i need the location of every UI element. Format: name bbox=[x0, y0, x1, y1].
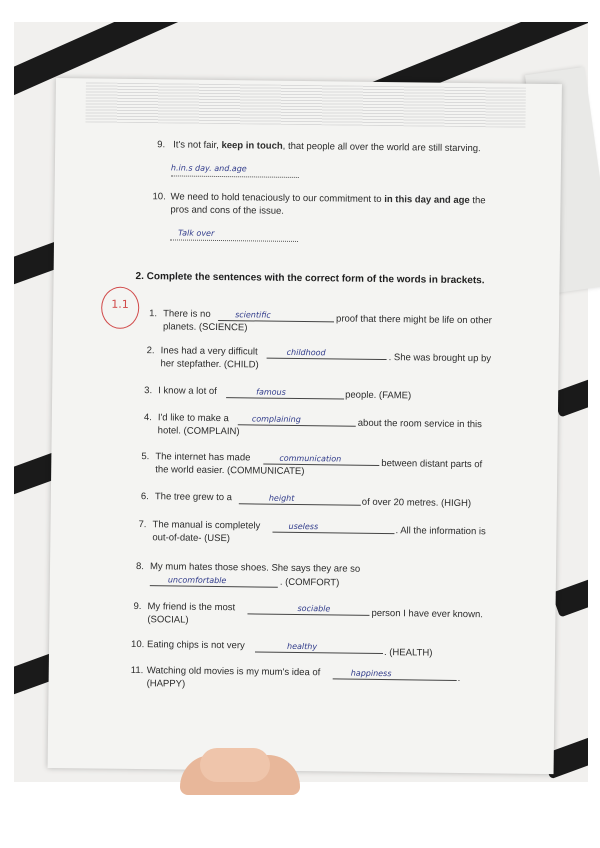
item-11-pre: Watching old movies is my mum's idea of bbox=[146, 665, 321, 679]
item-4-line2: hotel. (COMPLAIN) bbox=[157, 425, 240, 438]
item-9-post: person I have ever known. bbox=[371, 607, 483, 621]
item-11-blank bbox=[333, 678, 457, 681]
item-1-answer: scientific bbox=[235, 310, 271, 320]
item-7-post: . All the information is bbox=[395, 525, 486, 538]
holding-thumb bbox=[200, 748, 270, 782]
item-11-line2: (HAPPY) bbox=[146, 678, 186, 690]
item-3-post: people. (FAME) bbox=[345, 389, 412, 402]
item-1-number: 1. bbox=[149, 308, 158, 320]
item-2-number: 2. bbox=[146, 345, 155, 357]
item-11-post: . bbox=[457, 672, 461, 684]
exercise-2-heading: 2. Complete the sentences with the correct form of the words in brackets. bbox=[135, 270, 485, 287]
item-3-answer: famous bbox=[256, 387, 286, 397]
ex1-q10-answer: Talk over bbox=[178, 228, 215, 238]
item-6-post: of over 20 metres. (HIGH) bbox=[361, 496, 472, 510]
item-8-answer: uncomfortable bbox=[167, 575, 227, 586]
ex1-q10-number: 10. bbox=[152, 191, 166, 203]
item-8-blank bbox=[150, 585, 278, 588]
item-4-number: 4. bbox=[143, 412, 152, 424]
item-5-pre: The internet has made bbox=[155, 451, 251, 464]
ex1-q10-post: the bbox=[469, 195, 486, 207]
item-7-line2: out-of-date- (USE) bbox=[152, 532, 231, 545]
item-11-answer: happiness bbox=[350, 668, 392, 679]
item-6-blank bbox=[239, 503, 361, 505]
ex1-q10-dotted-line bbox=[170, 239, 298, 242]
item-3-pre: I know a lot of bbox=[158, 385, 217, 397]
item-7-pre: The manual is completely bbox=[152, 519, 261, 532]
item-7-number: 7. bbox=[138, 519, 147, 531]
item-10-number: 10. bbox=[131, 638, 145, 651]
item-5-answer: communication bbox=[279, 453, 342, 464]
item-10-answer: healthy bbox=[287, 641, 318, 652]
ex1-q10-bold: in this day and age bbox=[384, 194, 470, 207]
ex1-q10-line2: pros and cons of the issue. bbox=[170, 204, 285, 217]
item-3-blank bbox=[226, 397, 344, 399]
ex1-q9-post: , that people all over the world are still starving. bbox=[282, 140, 481, 155]
item-7-answer: useless bbox=[288, 521, 319, 532]
item-2-blank bbox=[267, 358, 387, 360]
item-10-pre: Eating chips is not very bbox=[147, 639, 245, 652]
item-5-number: 5. bbox=[141, 451, 150, 463]
item-9-number: 9. bbox=[133, 600, 142, 613]
ex1-q9-dotted-line bbox=[171, 175, 299, 178]
item-2-post: . She was brought up by bbox=[388, 352, 492, 365]
item-3-number: 3. bbox=[144, 385, 153, 397]
item-1-pre: There is no bbox=[163, 308, 211, 320]
item-2-pre: Ines had a very difficult bbox=[160, 345, 258, 358]
ex1-q9-pre: It's not fair, bbox=[173, 139, 222, 152]
item-9-pre: My friend is the most bbox=[147, 601, 236, 614]
item-4-pre: I'd like to make a bbox=[157, 412, 229, 425]
item-5-line2: the world easier. (COMMUNICATE) bbox=[155, 464, 305, 478]
item-6-answer: height bbox=[268, 493, 295, 503]
page-header-lines bbox=[85, 82, 525, 127]
ex1-q9-number: 9. bbox=[157, 139, 166, 151]
item-8-post: . (COMFORT) bbox=[279, 576, 340, 589]
item-6-pre: The tree grew to a bbox=[154, 491, 233, 504]
fabric-stripe bbox=[551, 573, 588, 618]
item-8-number: 8. bbox=[135, 561, 145, 573]
item-9-blank bbox=[247, 613, 369, 615]
item-10-post: . (HEALTH) bbox=[383, 647, 433, 659]
worksheet-page bbox=[48, 78, 562, 774]
item-1-post: proof that there might be life on other bbox=[336, 313, 492, 327]
item-10-blank bbox=[255, 651, 383, 654]
item-7-blank bbox=[272, 532, 394, 534]
ex1-q9-answer: h.in.s day. and.age bbox=[170, 163, 247, 174]
ex1-q10-pre: We need to hold tenaciously to our commitment to bbox=[170, 191, 385, 206]
item-11-number: 11. bbox=[130, 664, 144, 677]
ex1-q9-text bbox=[173, 139, 481, 155]
item-4-blank bbox=[238, 424, 356, 426]
item-9-answer: sociable bbox=[297, 603, 331, 614]
item-5-post: between distant parts of bbox=[381, 458, 483, 471]
item-4-post: about the room service in this bbox=[357, 417, 482, 431]
item-9-line2: (SOCIAL) bbox=[147, 614, 189, 626]
item-8-pre: My mum hates those shoes. She says they are so bbox=[149, 561, 361, 575]
item-4-answer: complaining bbox=[251, 414, 301, 425]
item-1-line2: planets. (SCIENCE) bbox=[162, 321, 248, 334]
item-6-number: 6. bbox=[140, 491, 149, 503]
item-2-line2: her stepfather. (CHILD) bbox=[160, 358, 259, 371]
ex1-q9-bold: keep in touch bbox=[221, 140, 283, 152]
item-2-answer: childhood bbox=[286, 347, 326, 358]
teacher-score-mark: 1.1 bbox=[111, 297, 129, 311]
